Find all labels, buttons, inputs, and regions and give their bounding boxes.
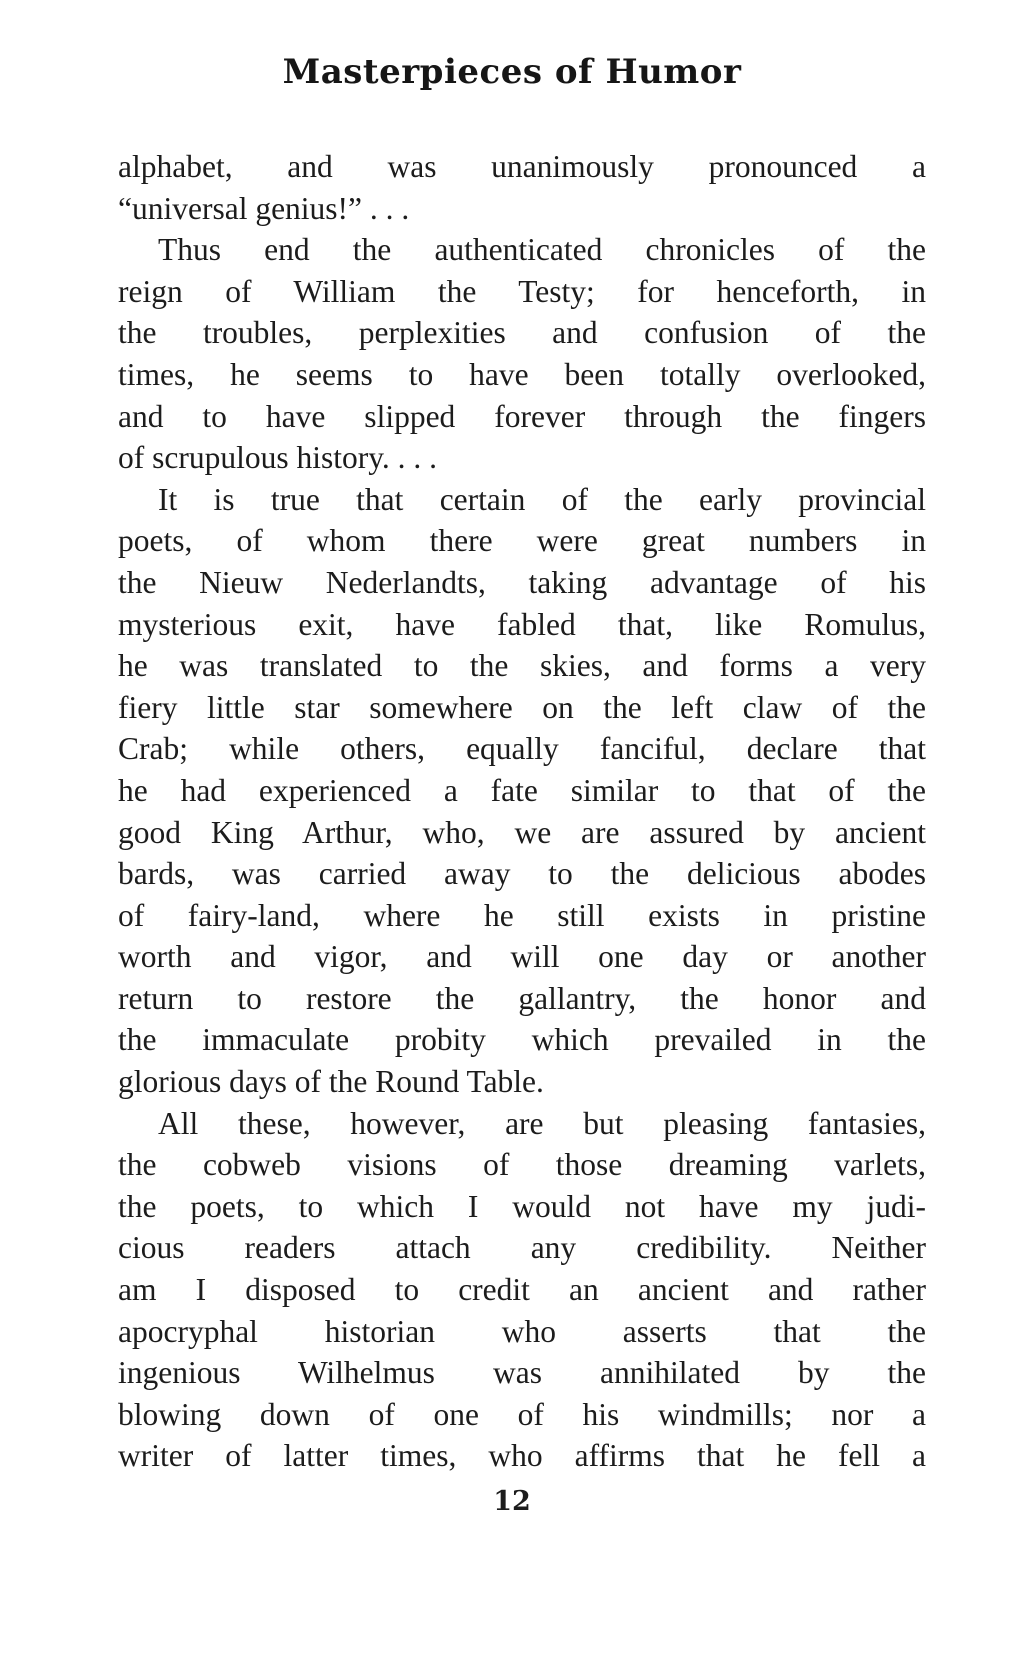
running-header-title: Masterpieces of Humor: [282, 52, 742, 92]
text-line: “universal genius!” . . .: [118, 190, 410, 226]
text-line: the cobweb visions of those dreaming varlets,: [118, 1147, 926, 1183]
text-line: and to have slipped forever through the fingers: [118, 398, 926, 434]
text-line: he was translated to the skies, and forms a very: [118, 648, 926, 684]
text-line: return to restore the gallantry, the honor and: [118, 980, 926, 1016]
text-line: of scrupulous history. . . .: [118, 440, 438, 476]
text-line: of fairy-land, where he still exists in pristine: [118, 897, 926, 933]
text-line: blowing down of one of his windmills; nor a: [118, 1396, 926, 1432]
text-line: alphabet, and was unanimously pronounced a: [118, 149, 926, 184]
text-line: mysterious exit, have fabled that, like Romulus,: [118, 606, 926, 642]
text-line: the immaculate probity which prevailed in the: [118, 1022, 926, 1058]
text-line: worth and vigor, and will one day or another: [118, 939, 926, 975]
page-number: 12: [493, 1486, 531, 1517]
text-line: times, he seems to have been totally overlooked,: [118, 356, 926, 392]
text-line: am I disposed to credit an ancient and rather: [118, 1272, 926, 1308]
text-line: the poets, to which I would not have my judi-: [118, 1188, 926, 1224]
text-line: writer of latter times, who affirms that he fell a: [118, 1438, 926, 1474]
text-line: apocryphal historian who asserts that the: [118, 1313, 926, 1349]
text-line: bards, was carried away to the delicious abodes: [118, 856, 926, 892]
text-line: ingenious Wilhelmus was annihilated by the: [118, 1355, 926, 1391]
text-line: Crab; while others, equally fanciful, declare that: [118, 731, 926, 767]
paragraph-first-line: All these, however, are but pleasing fantasies,: [158, 1105, 926, 1141]
text-line: fiery little star somewhere on the left claw of the: [118, 689, 926, 725]
body-text: [118, 146, 926, 1477]
text-line: he had experienced a fate similar to that of the: [118, 772, 926, 808]
text-line: glorious days of the Round Table.: [118, 1064, 544, 1100]
text-line: reign of William the Testy; for henceforth, in: [118, 273, 926, 309]
text-line: the Nieuw Nederlandts, taking advantage of his: [118, 564, 926, 600]
text-line: the troubles, perplexities and confusion of the: [118, 315, 926, 351]
paragraph-first-line: It is true that certain of the early provincial: [158, 481, 926, 517]
text-line: poets, of whom there were great numbers in: [118, 523, 926, 559]
paragraph-first-line: Thus end the authenticated chronicles of the: [158, 232, 926, 268]
text-line: good King Arthur, who, we are assured by ancient: [118, 814, 926, 850]
text-line: cious readers attach any credibility. Neither: [118, 1230, 926, 1266]
